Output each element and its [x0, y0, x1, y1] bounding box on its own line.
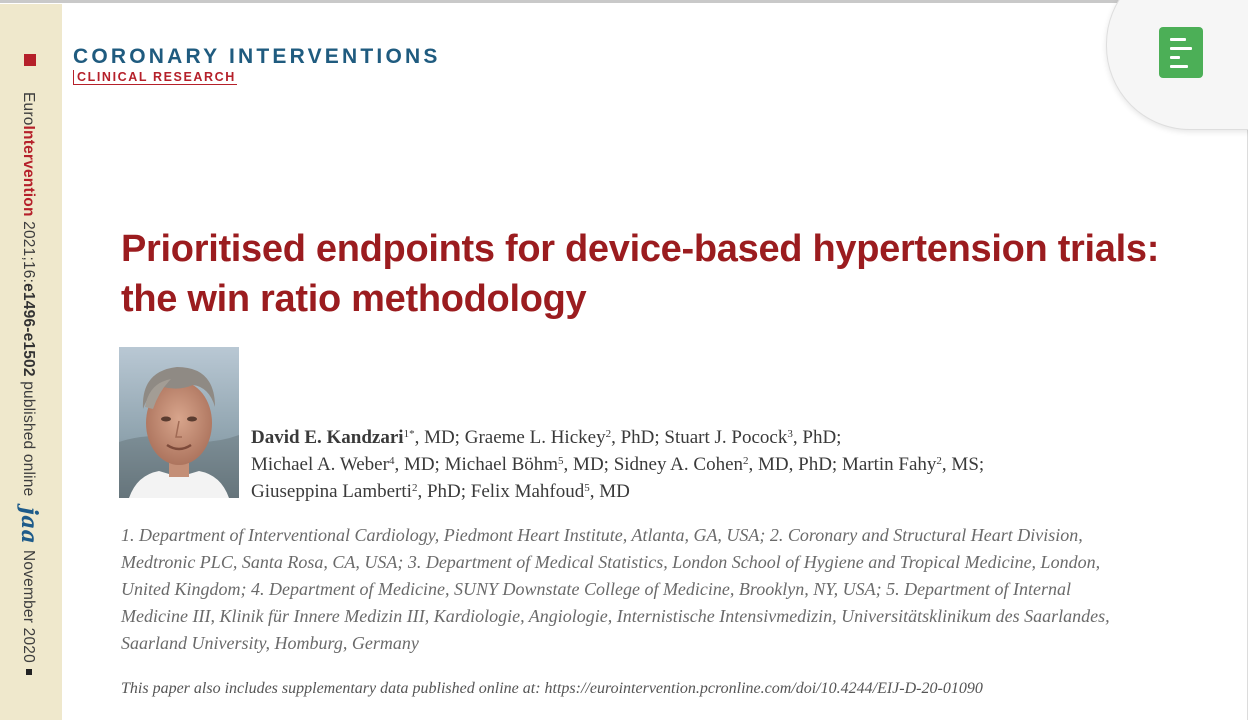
author-name: Sidney A. Cohen	[613, 454, 744, 475]
author-affiliation-mark: 2	[605, 428, 612, 440]
author-degree: , MD;	[414, 427, 465, 448]
author-affiliation-mark: 4	[388, 455, 395, 467]
author-entry	[251, 454, 445, 475]
author-entry	[445, 454, 614, 475]
section-subtitle: CLINICAL RESEARCH	[73, 70, 237, 85]
author-list	[251, 424, 1211, 505]
author-degree: , MD, PhD;	[748, 454, 842, 475]
journal-citation	[18, 92, 44, 675]
author-degree: , PhD;	[792, 427, 842, 448]
author-entry	[251, 427, 465, 448]
author-name: David E. Kandzari	[251, 427, 404, 448]
author-degree: , MD;	[394, 454, 445, 475]
journal-marker-square	[24, 54, 36, 66]
publisher-logo-icon: jaa	[16, 506, 42, 545]
author-affiliation-mark: 5	[584, 482, 590, 494]
author-affiliation-mark: 2	[411, 482, 418, 494]
author-degree: , MD	[589, 481, 630, 502]
author-affiliation-mark: 2	[936, 455, 942, 467]
author-entry	[465, 427, 665, 448]
affiliations: 1. Department of Interventional Cardiology, Piedmont Heart Institute, Atlanta, GA, USA; 2. Coronary and Structural Heart Division, Medtronic PLC, Santa Rosa, CA, USA; 3. Department of Medical Statistics, London School of Hygiene and Tropical Medicine, London, United Kingdom; 4. Department of Medicine, SUNY Downstate College of Medicine, Brooklyn, NY, USA; 5. Department of Internal Medicine III, Klinik für Innere Medizin III, Kardiologie, Angiologie, Internistische Intensivmedizin, Universitätsklinikum des Saarlandes, Saarland University, Homburg, Germany	[121, 525, 1110, 653]
supplementary-note: This paper also includes supplementary data published online at: https://eurointervention.pcronline.com/doi/10.4244/EIJ-D-20-01090	[121, 680, 983, 697]
author-degree: , MD;	[563, 454, 614, 475]
author-affiliation-mark: 3	[787, 428, 793, 440]
journal-side-strip	[0, 4, 62, 720]
author-entry	[251, 481, 471, 502]
document-icon[interactable]	[1159, 27, 1203, 78]
section-header	[73, 46, 441, 86]
author-name: Michael Böhm	[444, 454, 559, 475]
author-entry	[664, 427, 841, 448]
published-label: published online	[20, 376, 37, 501]
citation-year-volume: 2021;16:	[20, 216, 37, 284]
author-name: Giuseppina Lamberti	[251, 481, 412, 502]
author-affiliation-mark: 2	[743, 455, 749, 467]
journal-brand-prefix: Euro	[20, 92, 37, 126]
author-entry	[614, 454, 842, 475]
author-name: Felix Mahfoud	[470, 481, 585, 502]
author-portrait-icon	[119, 347, 239, 498]
published-date: November 2020	[20, 550, 37, 663]
journal-brand-bold: Intervention	[20, 125, 37, 217]
author-name: Michael A. Weber	[251, 454, 389, 475]
author-affiliation-mark: 1*	[403, 428, 415, 440]
paper-title: Prioritised endpoints for device-based hypertension trials: the win ratio methodology	[121, 228, 1160, 320]
bullet-icon	[26, 669, 32, 675]
author-entry	[842, 454, 984, 475]
author-degree: , PhD;	[611, 427, 665, 448]
citation-pages: e1496-e1502	[20, 283, 37, 377]
author-name: Martin Fahy	[841, 454, 937, 475]
author-name: Stuart J. Pocock	[664, 427, 788, 448]
author-entry	[471, 481, 630, 502]
author-degree: , PhD;	[417, 481, 471, 502]
author-name: Graeme L. Hickey	[464, 427, 606, 448]
author-degree: , MS;	[941, 454, 985, 475]
author-photo	[119, 347, 239, 498]
section-title: CORONARY INTERVENTIONS	[73, 45, 441, 68]
author-affiliation-mark: 5	[558, 455, 564, 467]
